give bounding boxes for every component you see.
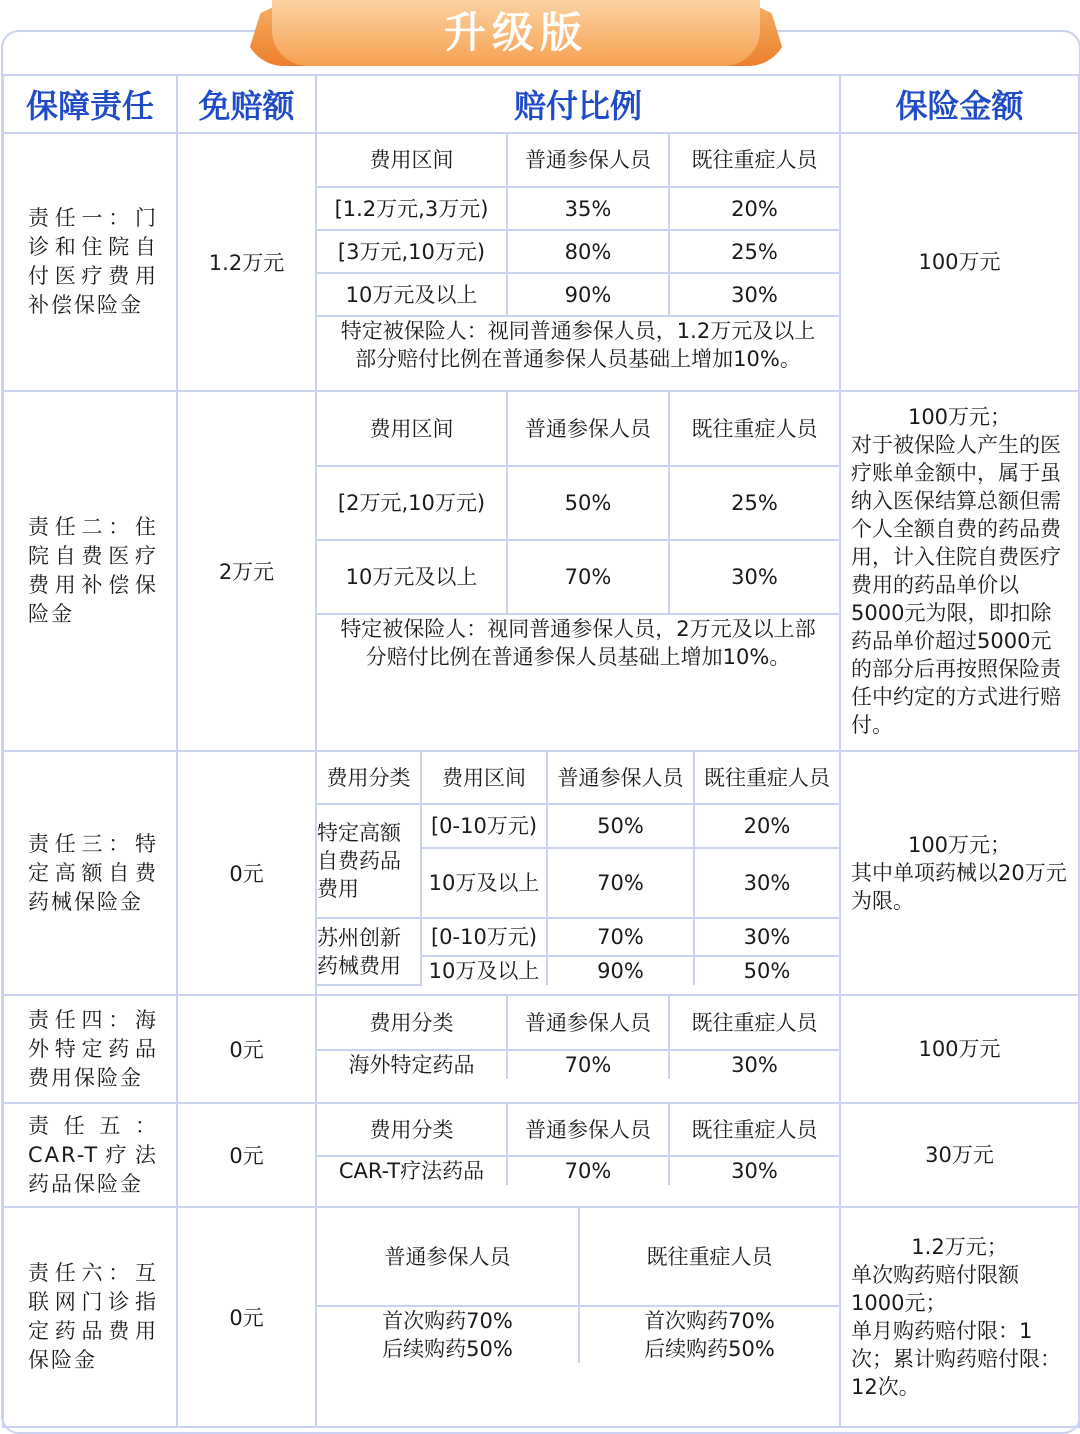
liability-name: 责任五：CAR-T疗法药品保险金 xyxy=(3,1103,177,1207)
ratio-table xyxy=(317,996,839,1079)
note-line: 特定被保险人：视同普通参保人员，2万元及以上部 xyxy=(340,617,816,641)
ratio-severe: 30% xyxy=(669,1050,839,1079)
ratio-header-row xyxy=(317,392,839,466)
ratio-header: 费用区间 xyxy=(317,134,507,187)
version-badge xyxy=(244,0,788,66)
liability-row-3 xyxy=(3,751,1079,995)
cost-range: [1.2万元,3万元) xyxy=(317,187,507,230)
ratio-header: 既往重症人员 xyxy=(579,1208,839,1306)
ratio-header-row xyxy=(317,134,839,187)
ratio-header: 普通参保人员 xyxy=(507,134,669,187)
ratio-cell xyxy=(316,133,840,391)
ratio-cell xyxy=(316,995,840,1103)
liability-row-6 xyxy=(3,1207,1079,1427)
liability-row-1 xyxy=(3,133,1079,391)
ratio-severe: 30% xyxy=(669,273,839,316)
ratio-table xyxy=(317,134,839,373)
amount-detail: 单月购药赔付限：1次；累计购药赔付限：12次。 xyxy=(851,1319,1061,1399)
insured-amount xyxy=(840,391,1079,751)
ratio-header: 费用分类 xyxy=(317,996,507,1050)
cost-range: 10万及以上 xyxy=(421,848,547,918)
ratio-row xyxy=(317,804,839,848)
note-line: 特定被保险人：视同普通参保人员，1.2万元及以上 xyxy=(340,319,816,343)
cost-range: [3万元,10万元) xyxy=(317,230,507,273)
header-ratio: 赔付比例 xyxy=(316,75,840,133)
liability-name: 责任一：门诊和住院自付医疗费用补偿保险金 xyxy=(3,133,177,391)
ratio-severe: 50% xyxy=(694,956,839,985)
ratio-severe: 20% xyxy=(694,804,839,848)
coverage-table xyxy=(2,74,1080,1428)
later-purchase-ratio: 后续购药50% xyxy=(382,1337,513,1361)
ratio-table xyxy=(317,1208,839,1363)
ratio-normal: 80% xyxy=(507,230,669,273)
cost-category: 特定高额自费药品费用 xyxy=(317,804,421,918)
ratio-normal: 70% xyxy=(507,1156,669,1185)
deductible-value: 0元 xyxy=(177,751,316,995)
ratio-header: 费用区间 xyxy=(421,752,547,804)
ratio-row xyxy=(317,1050,839,1079)
ratio-header: 费用分类 xyxy=(317,752,421,804)
ratio-normal: 70% xyxy=(507,1050,669,1079)
amount-line: 1.2万元； xyxy=(911,1235,1008,1259)
ratio-table xyxy=(317,752,839,986)
ratio-row xyxy=(317,1306,839,1363)
cost-category: 苏州创新药械费用 xyxy=(317,918,421,985)
ratio-normal: 90% xyxy=(507,273,669,316)
ratio-row xyxy=(317,273,839,316)
liability-name: 责任六：互联网门诊指定药品费用保险金 xyxy=(3,1207,177,1427)
ratio-normal: 70% xyxy=(547,848,694,918)
ratio-cell xyxy=(316,1103,840,1207)
insured-amount xyxy=(840,1207,1079,1427)
ratio-header-row xyxy=(317,996,839,1050)
insured-amount: 100万元 xyxy=(840,133,1079,391)
ratio-header: 费用区间 xyxy=(317,392,507,466)
ratio-severe xyxy=(579,1306,839,1363)
ratio-severe: 30% xyxy=(694,918,839,956)
ratio-severe: 30% xyxy=(669,540,839,614)
note-row xyxy=(317,614,839,671)
cost-range: [2万元,10万元) xyxy=(317,466,507,540)
cost-range: 10万元及以上 xyxy=(317,273,507,316)
note-line: 分赔付比例在普通参保人员基础上增加10%。 xyxy=(365,645,791,669)
special-insured-note xyxy=(317,614,839,671)
header-amount: 保险金额 xyxy=(840,75,1079,133)
ratio-header: 既往重症人员 xyxy=(669,996,839,1050)
cost-category: 海外特定药品 xyxy=(317,1050,507,1079)
header-liability: 保障责任 xyxy=(3,75,177,133)
cost-range: 10万元及以上 xyxy=(317,540,507,614)
ratio-severe: 30% xyxy=(694,848,839,918)
ratio-header-row xyxy=(317,1104,839,1156)
ratio-header: 既往重症人员 xyxy=(669,1104,839,1156)
liability-row-5 xyxy=(3,1103,1079,1207)
ratio-row xyxy=(317,187,839,230)
ratio-row xyxy=(317,230,839,273)
insured-amount: 30万元 xyxy=(840,1103,1079,1207)
ratio-table xyxy=(317,1104,839,1185)
amount-detail: 对于被保险人产生的医疗账单金额中，属于虽纳入医保结算总额但需个人全额自费的药品费用，计入住院自费医疗费用的药品单价以5000元为限，即扣除药品单价超过5000元的部分后再按照保险责任中约定的方式进行赔付。 xyxy=(851,433,1061,737)
liability-row-4 xyxy=(3,995,1079,1103)
first-purchase-ratio: 首次购药70% xyxy=(382,1309,513,1333)
deductible-value: 2万元 xyxy=(177,391,316,751)
note-row xyxy=(317,316,839,373)
ratio-header: 普通参保人员 xyxy=(547,752,694,804)
liability-name: 责任二：住院自费医疗费用补偿保险金 xyxy=(3,391,177,751)
amount-detail: 单次购药赔付限额1000元； xyxy=(851,1263,1019,1315)
deductible-value: 0元 xyxy=(177,1103,316,1207)
insured-amount xyxy=(840,751,1079,995)
insured-amount: 100万元 xyxy=(840,995,1079,1103)
first-purchase-ratio: 首次购药70% xyxy=(644,1309,775,1333)
ratio-cell xyxy=(316,391,840,751)
ratio-normal xyxy=(317,1306,579,1363)
ratio-table xyxy=(317,392,839,671)
ratio-header: 普通参保人员 xyxy=(507,1104,669,1156)
ratio-header: 既往重症人员 xyxy=(669,134,839,187)
ratio-row xyxy=(317,1156,839,1185)
liability-row-2 xyxy=(3,391,1079,751)
later-purchase-ratio: 后续购药50% xyxy=(644,1337,775,1361)
ratio-normal: 35% xyxy=(507,187,669,230)
header-deductible: 免赔额 xyxy=(177,75,316,133)
ratio-header: 既往重症人员 xyxy=(669,392,839,466)
ratio-header-row xyxy=(317,752,839,804)
header-row xyxy=(3,75,1079,133)
ratio-severe: 25% xyxy=(669,230,839,273)
deductible-value: 0元 xyxy=(177,995,316,1103)
ratio-header: 普通参保人员 xyxy=(507,996,669,1050)
ratio-normal: 50% xyxy=(507,466,669,540)
cost-range: [0-10万元) xyxy=(421,918,547,956)
ratio-header: 普通参保人员 xyxy=(317,1208,579,1306)
badge-title: 升级版 xyxy=(443,8,588,57)
ratio-row xyxy=(317,466,839,540)
deductible-value: 1.2万元 xyxy=(177,133,316,391)
ratio-header-row xyxy=(317,1208,839,1306)
liability-name: 责任三：特定高额自费药械保险金 xyxy=(3,751,177,995)
ratio-normal: 70% xyxy=(547,918,694,956)
ratio-header: 既往重症人员 xyxy=(694,752,839,804)
ratio-cell xyxy=(316,1207,840,1427)
amount-line: 100万元； xyxy=(907,405,1012,429)
ratio-header: 费用分类 xyxy=(317,1104,507,1156)
note-line: 部分赔付比例在普通参保人员基础上增加10%。 xyxy=(355,347,801,371)
ratio-row xyxy=(317,540,839,614)
ratio-severe: 25% xyxy=(669,466,839,540)
ratio-normal: 50% xyxy=(547,804,694,848)
special-insured-note xyxy=(317,316,839,373)
ratio-severe: 20% xyxy=(669,187,839,230)
liability-name: 责任四：海外特定药品费用保险金 xyxy=(3,995,177,1103)
cost-category: CAR-T疗法药品 xyxy=(317,1156,507,1185)
ratio-cell xyxy=(316,751,840,995)
ratio-normal: 70% xyxy=(507,540,669,614)
ratio-header: 普通参保人员 xyxy=(507,392,669,466)
cost-range: [0-10万元) xyxy=(421,804,547,848)
ratio-normal: 90% xyxy=(547,956,694,985)
cost-range: 10万及以上 xyxy=(421,956,547,985)
ratio-severe: 30% xyxy=(669,1156,839,1185)
amount-detail: 其中单项药械以20万元为限。 xyxy=(851,861,1067,913)
deductible-value: 0元 xyxy=(177,1207,316,1427)
amount-line: 100万元； xyxy=(907,833,1012,857)
ratio-row xyxy=(317,918,839,956)
